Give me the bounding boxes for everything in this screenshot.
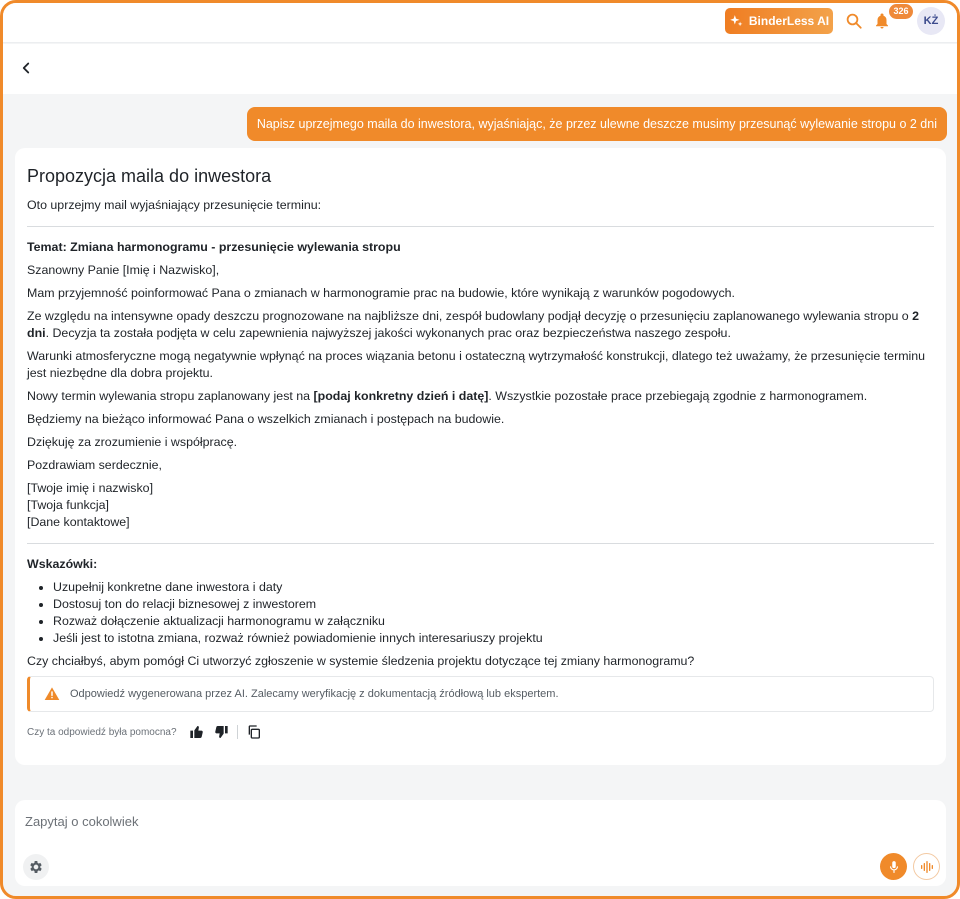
- settings-button[interactable]: [23, 854, 49, 880]
- email-paragraph-2: [27, 308, 934, 342]
- feedback-divider: [237, 725, 238, 739]
- p4-text-end: . Wszystkie pozostałe prace przebiegają zgodnie z harmonogramem.: [488, 389, 868, 403]
- email-subject: Temat: Zmiana harmonogramu - przesunięcie wylewania stropu: [27, 240, 401, 254]
- email-greeting: Szanowny Panie [Imię i Nazwisko],: [27, 263, 220, 277]
- audio-wave-icon: [919, 859, 935, 875]
- thumbs-up-icon[interactable]: [189, 724, 205, 740]
- sparkle-icon: [729, 14, 743, 28]
- search-icon[interactable]: [845, 12, 863, 30]
- ai-response-card: [15, 148, 946, 765]
- signature-name: [Twoje imię i nazwisko]: [27, 481, 154, 495]
- sub-header: [3, 44, 957, 94]
- ai-button-label: BinderLess AI: [748, 14, 830, 28]
- tips-heading: Wskazówki:: [27, 557, 98, 571]
- p2-bold: 2 dni: [27, 309, 920, 340]
- email-signature: [27, 480, 934, 531]
- p4-bold: [podaj konkretny dzień i datę]: [313, 389, 489, 403]
- signature-role: [Twoja funkcja]: [27, 498, 109, 512]
- gear-icon: [28, 859, 44, 875]
- follow-up-question: Czy chciałbyś, abym pomógł Ci utworzyć zgłoszenie w systemie śledzenia projektu dotyczące tej zmiany harmonogramu?: [27, 654, 695, 668]
- warning-icon: [44, 686, 60, 702]
- voice-mode-button[interactable]: [913, 853, 940, 880]
- email-closing: Pozdrawiam serdecznie,: [27, 458, 162, 472]
- microphone-button[interactable]: [880, 853, 907, 880]
- email-paragraph-6: Dziękuję za zrozumienie i współpracę.: [27, 435, 238, 449]
- email-paragraph-3: Warunki atmosferyczne mogą negatywnie wpłynąć na proces wiązania betonu i ostateczną wytrzymałość konstrukcji, dlatego też uważamy, że przesunięcie terminu jest niezbędne dla dobra projektu.: [27, 349, 926, 380]
- p2-text-end: . Decyzja ta została podjęta w celu zapewnienia najwyższej jakości wykonanych prac oraz bezpieczeństwa naszego zespołu.: [45, 326, 731, 340]
- response-title: Propozycja maila do inwestora: [27, 166, 272, 186]
- binderless-ai-button[interactable]: [725, 8, 833, 34]
- copy-icon[interactable]: [246, 724, 262, 740]
- chat-composer: [15, 800, 946, 886]
- feedback-row: [27, 724, 934, 740]
- list-item: • Jeśli jest to istotna zmiana, rozważ również powiadomienie innych interesariuszy projektu: [53, 630, 934, 647]
- email-paragraph-5: Będziemy na bieżąco informować Pana o wszelkich zmianach i postępach na budowie.: [27, 412, 505, 426]
- list-item: • Dostosuj ton do relacji biznesowej z inwestorem: [53, 596, 934, 613]
- signature-contact: [Dane kontaktowe]: [27, 515, 130, 529]
- user-message-bubble: Napisz uprzejmego maila do inwestora, wyjaśniając, że przez ulewne deszcze musimy przesunąć wylewanie stropu o 2 dni: [247, 107, 947, 141]
- microphone-icon: [887, 860, 901, 874]
- notice-text: Odpowiedź wygenerowana przez AI. Zalecamy weryfikację z dokumentacją źródłową lub ekspertem.: [70, 688, 559, 700]
- divider: [27, 543, 934, 544]
- bell-icon[interactable]: [873, 12, 891, 30]
- avatar[interactable]: KŻ: [917, 7, 945, 35]
- notification-badge: 326: [889, 4, 913, 19]
- ai-disclaimer-notice: [27, 676, 934, 712]
- email-paragraph-1: Mam przyjemność poinformować Pana o zmianach w harmonogramie prac na budowie, które wynikają z warunków pogodowych.: [27, 286, 735, 300]
- back-chevron-icon[interactable]: [17, 59, 35, 77]
- chat-input[interactable]: [25, 810, 905, 832]
- divider: [27, 226, 934, 227]
- p2-text-start: Ze względu na intensywne opady deszczu prognozowane na najbliższe dni, zespół budowlany podjął decyzję o przesunięciu zaplanowanego wylewania stropu o: [27, 309, 913, 323]
- top-bar: [3, 3, 957, 43]
- feedback-label: Czy ta odpowiedź była pomocna?: [27, 726, 177, 738]
- response-intro: Oto uprzejmy mail wyjaśniający przesunięcie terminu:: [27, 198, 322, 212]
- list-item: • Uzupełnij konkretne dane inwestora i daty: [53, 579, 934, 596]
- p4-text-start: Nowy termin wylewania stropu zaplanowany jest na: [27, 389, 314, 403]
- tips-list: [53, 579, 934, 647]
- email-paragraph-4: [27, 388, 934, 405]
- list-item: • Rozważ dołączenie aktualizacji harmonogramu w załączniku: [53, 613, 934, 630]
- thumbs-down-icon[interactable]: [213, 724, 229, 740]
